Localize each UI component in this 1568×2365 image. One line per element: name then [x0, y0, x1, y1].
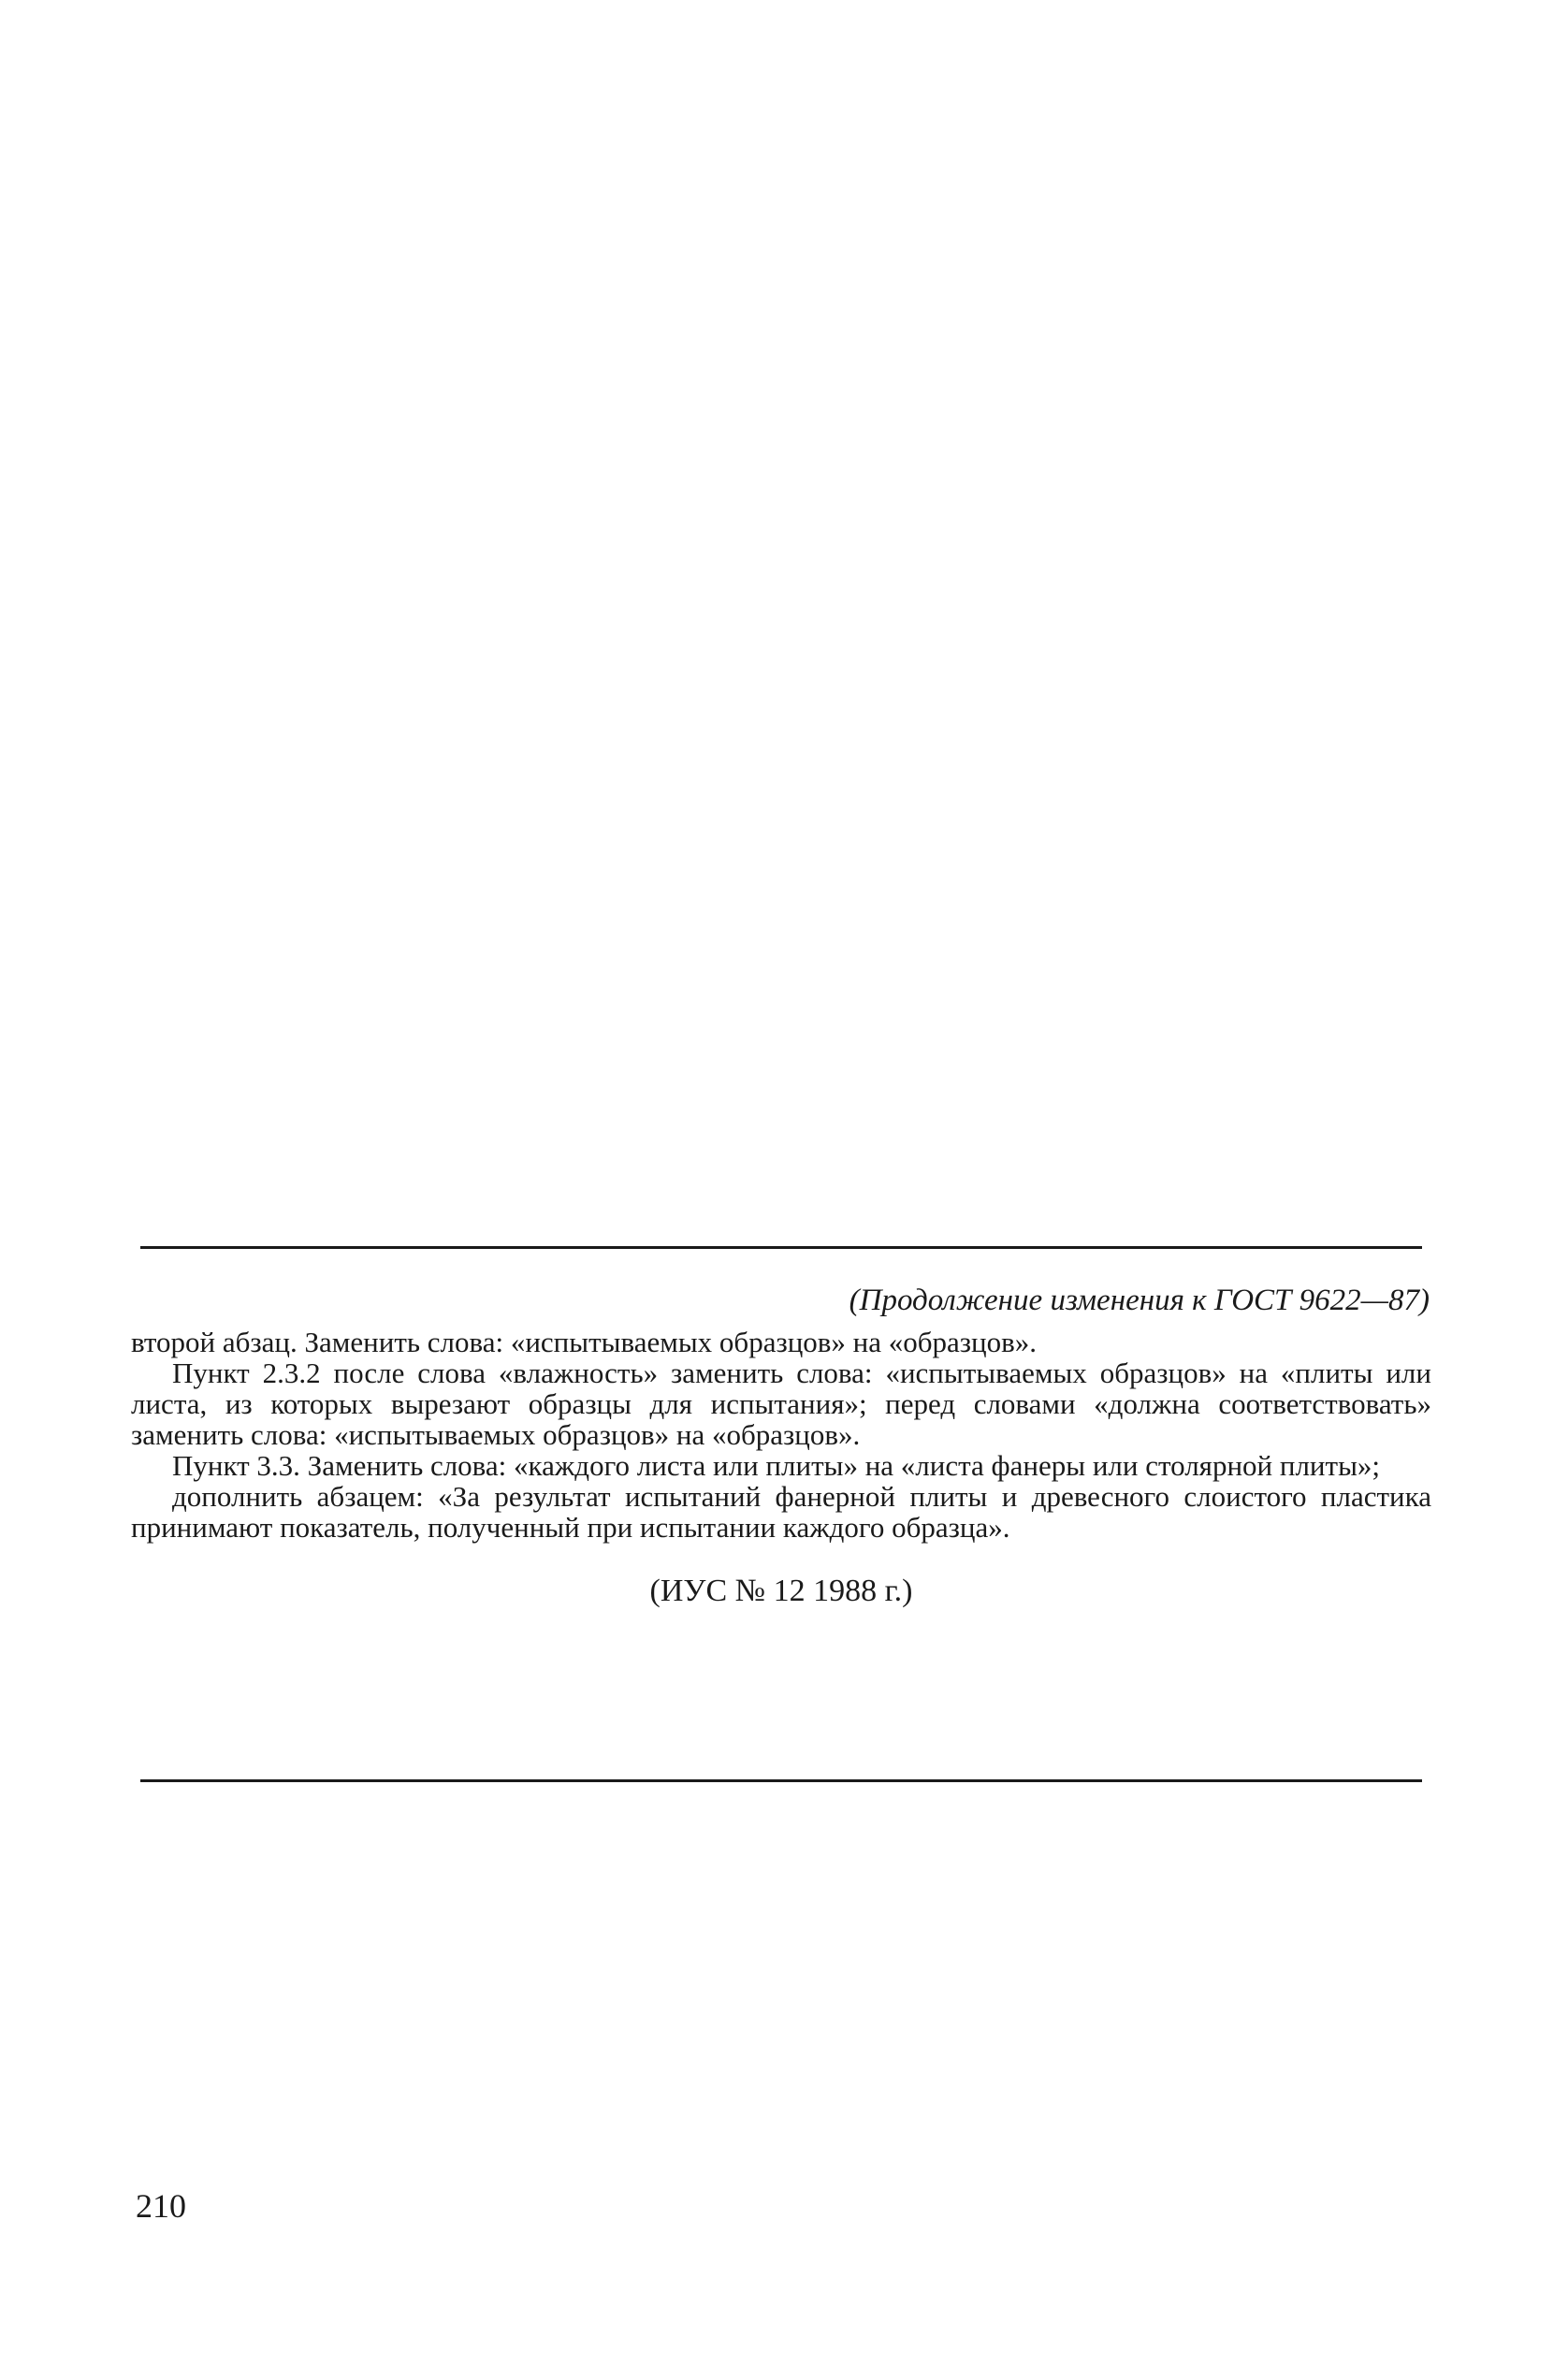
paragraph-4: дополнить абзацем: «За результат испытаний фанерной плиты и древесного слоистого пластика принимают показатель, полученный при испытании каждого образца».	[131, 1480, 1431, 1544]
page-number: 210	[136, 2187, 186, 2225]
source-reference: (ИУС № 12 1988 г.)	[649, 1574, 913, 1608]
top-divider	[140, 1246, 1422, 1249]
paragraph-2: Пункт 2.3.2 после слова «влажность» заменить слова: «испытываемых образцов» на «плиты или листа, из которых вырезают образцы для испытания»; перед словами «должна соответствовать» заменить слова: «испытываемых образцов» на «образцов».	[131, 1357, 1431, 1451]
amendment-block	[131, 1282, 1431, 1610]
paragraph-3: Пункт 3.3. Заменить слова: «каждого листа или плиты» на «листа фанеры или столярной плиты»;	[172, 1449, 1381, 1482]
continuation-heading: (Продолжение изменения к ГОСТ 9622—87)	[849, 1284, 1430, 1317]
bottom-divider	[140, 1779, 1422, 1782]
paragraph-1: второй абзац. Заменить слова: «испытываемых образцов» на «образцов».	[131, 1326, 1038, 1358]
